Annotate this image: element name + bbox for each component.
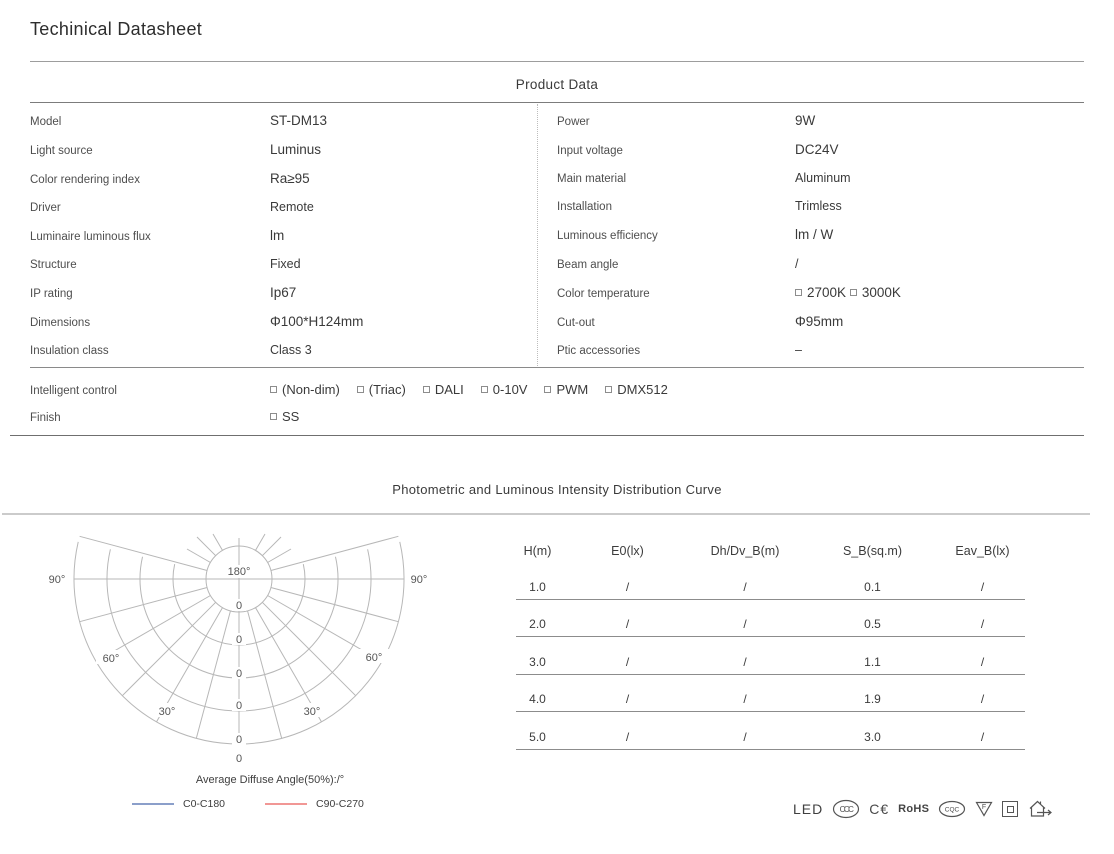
spec-value: Trimless: [795, 199, 842, 214]
spec-value: –: [795, 342, 802, 357]
table-cell: /: [980, 729, 985, 744]
svg-text:CQC: CQC: [945, 806, 960, 814]
option-label: (Non-dim): [282, 382, 340, 397]
spec-row-main-material: [557, 171, 1084, 185]
table-cell: 3.0: [529, 654, 546, 669]
spec-label: Structure: [30, 259, 77, 271]
spec-row-model: [30, 113, 530, 128]
spec-label: Input voltage: [557, 145, 623, 158]
spec-value: 9W: [795, 113, 816, 129]
spec-row-cri: [30, 171, 530, 186]
certification-marks: [793, 794, 1053, 824]
column-header: E0(lx): [611, 544, 644, 558]
checkbox-icon: [481, 386, 488, 393]
legend-label: C0-C180: [183, 798, 226, 810]
spec-value: Luminus: [270, 142, 322, 157]
table-cell: /: [743, 654, 747, 669]
checkbox-icon: [544, 386, 551, 393]
polar-radial-tick: 0: [235, 668, 243, 680]
table-row: [500, 637, 1030, 675]
table-cell: 0.5: [864, 617, 881, 632]
polar-radial-tick: 0: [235, 700, 243, 712]
rohs-label: RoHS: [898, 803, 930, 815]
column-header: S_B(sq.m): [842, 544, 903, 558]
table-cell: /: [625, 729, 630, 744]
spec-row-insulation-class: [30, 343, 530, 357]
cqc-certification-icon: [938, 800, 966, 818]
spec-value: Class 3: [270, 343, 312, 357]
table-row: [500, 712, 1030, 750]
product-data-section-title: Product Data: [515, 77, 599, 92]
table-row: [500, 562, 1030, 600]
polar-distribution-chart: [25, 528, 445, 776]
checkbox-icon: [270, 386, 277, 393]
polar-radial-tick: 0: [235, 634, 243, 646]
svg-text:F: F: [982, 804, 987, 811]
table-cell: /: [980, 654, 985, 669]
spec-value: Φ95mm: [795, 313, 844, 329]
polar-label-30-left: 30°: [158, 706, 176, 718]
color-temp-option: [795, 285, 846, 300]
spec-value: ST-DM13: [270, 113, 328, 128]
page-title: Techinical Datasheet: [30, 19, 203, 39]
spec-row-driver: [30, 200, 530, 214]
table-cell: /: [980, 579, 985, 594]
spec-value: [795, 285, 901, 300]
table-cell: /: [743, 692, 747, 707]
spec-label: Installation: [557, 201, 612, 214]
option-label: PWM: [556, 382, 589, 397]
indoor-use-icon: [1027, 799, 1053, 819]
spec-label: Insulation class: [30, 345, 109, 357]
spec-column-left: [30, 106, 530, 364]
spec-row-ptic-accessories: [557, 343, 1084, 357]
polar-label-60-left: 60°: [102, 653, 120, 665]
spec-row-color-temperature: [557, 285, 1084, 300]
legend-line-c0-c180: [132, 803, 174, 805]
spec-value: Ra≥95: [270, 171, 310, 186]
class2-insulation-icon: [1002, 801, 1018, 817]
spec-value: lm: [270, 228, 285, 243]
ce-mark-icon: C€: [869, 801, 890, 817]
table-row: [500, 675, 1030, 713]
photometric-section-rule: [2, 513, 1090, 515]
checkbox-icon: [357, 386, 364, 393]
table-cell: /: [743, 729, 747, 744]
checkbox-icon: [423, 386, 430, 393]
option-label: 2700K: [807, 284, 847, 300]
table-cell: /: [625, 692, 630, 707]
spec-row-light-source: [30, 142, 530, 157]
table-cell: /: [625, 654, 630, 669]
table-cell: 1.0: [529, 579, 546, 594]
table-row: [500, 600, 1030, 638]
photometric-section-title: Photometric and Luminous Intensity Distribution Curve: [392, 482, 722, 497]
product-table-bottom-rule: [10, 435, 1084, 436]
table-cell: 0.1: [864, 579, 881, 594]
spec-row-luminous-flux: [30, 228, 530, 243]
spec-value: Ip67: [270, 285, 297, 300]
spec-row-cut-out: [557, 314, 1084, 329]
polar-label-180: 180°: [227, 566, 251, 578]
spec-row-installation: [557, 199, 1084, 213]
svg-text:CCC: CCC: [839, 805, 853, 814]
spec-label: Luminous efficiency: [557, 230, 658, 243]
chart-legend: [132, 798, 364, 810]
table-cell: /: [625, 579, 630, 594]
spec-value: lm / W: [795, 227, 834, 243]
spec-value: DC24V: [795, 142, 839, 158]
finish-option: [270, 409, 299, 424]
spec-row-dimensions: [30, 314, 530, 329]
polar-radial-tick: 0: [235, 753, 243, 765]
spec-row-intelligent-control: [30, 382, 668, 397]
table-cell: /: [625, 617, 630, 632]
table-cell: 5.0: [529, 729, 546, 744]
table-cell: /: [743, 579, 747, 594]
spec-label: Power: [557, 116, 590, 129]
column-header: H(m): [523, 544, 552, 558]
finish-options: [270, 409, 299, 424]
control-option: [357, 382, 406, 397]
checkbox-icon: [850, 289, 857, 296]
checkbox-icon: [605, 386, 612, 393]
spec-value: Fixed: [270, 257, 301, 271]
polar-label-60-right: 60°: [365, 652, 383, 664]
spec-row-luminous-efficiency: [557, 227, 1084, 242]
spec-row-structure: [30, 257, 530, 271]
polar-label-90-right: 90°: [410, 574, 428, 586]
spec-value: /: [795, 256, 799, 271]
spec-label: Ptic accessories: [557, 344, 641, 357]
checkbox-icon: [795, 289, 802, 296]
spec-label: Dimensions: [30, 317, 91, 329]
spec-row-input-voltage: [557, 142, 1084, 157]
spec-label: Luminaire luminous flux: [30, 231, 151, 243]
polar-radial-tick: 0: [235, 734, 243, 746]
legend-line-c90-c270: [265, 803, 307, 805]
spec-label: Model: [30, 116, 62, 128]
polar-label-90-left: 90°: [48, 574, 66, 586]
spec-label: Finish: [30, 412, 61, 424]
option-label: 0-10V: [492, 382, 528, 397]
spec-row-power: [557, 113, 1084, 128]
option-label: (Triac): [368, 382, 406, 397]
control-option: [605, 382, 668, 397]
chart-caption: Average Diffuse Angle(50%):/°: [195, 774, 345, 786]
control-option: [481, 382, 528, 397]
spec-row-beam-angle: [557, 257, 1084, 271]
spec-label: Intelligent control: [30, 385, 117, 397]
spec-column-right: [557, 106, 1084, 364]
spec-row-finish: [30, 409, 299, 424]
spec-label: Light source: [30, 145, 93, 157]
spec-row-ip-rating: [30, 285, 530, 300]
table-cell: /: [743, 617, 747, 632]
control-section-rule: [30, 367, 1084, 368]
spec-label: Cut-out: [557, 316, 595, 329]
legend-label: C90-C270: [316, 798, 364, 810]
spec-label: IP rating: [30, 288, 73, 300]
spec-value: Φ100*H124mm: [270, 314, 364, 329]
table-cell: 3.0: [864, 729, 881, 744]
table-cell: 2.0: [529, 617, 546, 632]
table-cell: /: [980, 692, 985, 707]
spec-label: Color rendering index: [30, 174, 140, 186]
spec-label: Beam angle: [557, 258, 619, 271]
spec-value: Remote: [270, 200, 314, 214]
spec-label: Driver: [30, 202, 61, 214]
photometric-table-header: [500, 544, 1030, 558]
checkbox-icon: [270, 413, 277, 420]
option-label: SS: [282, 409, 300, 424]
spec-value: Aluminum: [795, 171, 851, 186]
spec-label: Color temperature: [557, 287, 650, 300]
header-divider: [30, 61, 1084, 62]
control-option: [270, 382, 340, 397]
ccc-certification-icon: [832, 799, 860, 819]
table-cell: 1.9: [864, 692, 881, 707]
control-options: [270, 382, 668, 397]
f-mark-icon: [975, 801, 993, 817]
table-cell: 4.0: [529, 692, 546, 707]
led-label: LED: [793, 801, 824, 817]
column-header: Dh/Dv_B(m): [710, 544, 780, 558]
polar-radial-tick: 0: [235, 600, 243, 612]
photometric-table-body: [500, 562, 1030, 750]
color-temp-option: [850, 285, 901, 300]
column-divider: [537, 104, 538, 366]
spec-label: Main material: [557, 173, 627, 186]
option-label: DALI: [434, 382, 464, 397]
table-cell: 1.1: [864, 654, 881, 669]
control-option: [423, 382, 464, 397]
product-table-top-rule: [30, 102, 1084, 103]
column-header: Eav_B(lx): [955, 544, 1010, 558]
table-cell: /: [980, 617, 985, 632]
control-option: [544, 382, 588, 397]
option-label: DMX512: [617, 382, 668, 397]
polar-label-30-right: 30°: [303, 706, 321, 718]
option-label: 3000K: [861, 284, 901, 300]
